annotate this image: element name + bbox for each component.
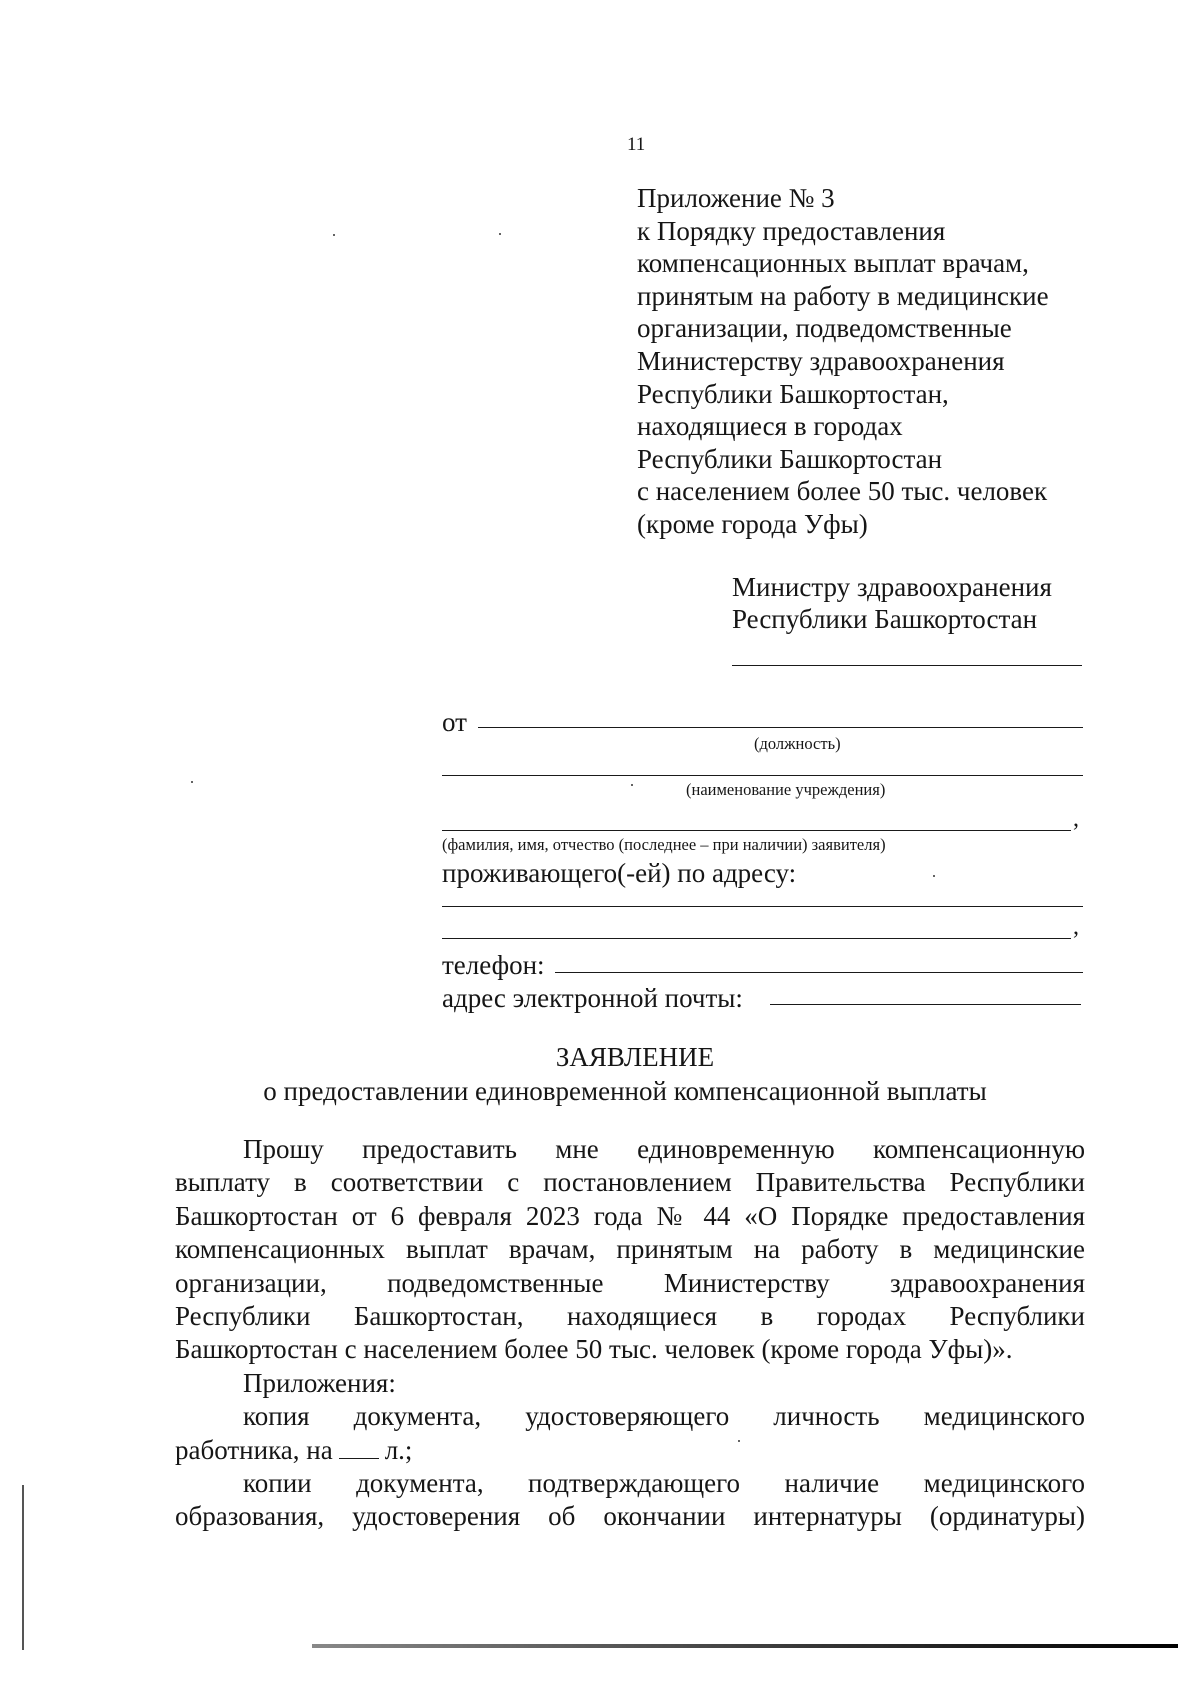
address-blank-2[interactable] <box>442 938 1071 939</box>
request-line: выплату в соответствии с постановлением Правительства Республики <box>175 1167 1085 1198</box>
appendix-line: Республики Башкортостан, <box>637 378 949 409</box>
position-caption: (должность) <box>754 734 841 753</box>
scan-speck <box>499 233 501 235</box>
minister-name-blank[interactable] <box>732 665 1082 666</box>
appendix-line: (кроме города Уфы) <box>637 508 868 539</box>
page-count-blank[interactable] <box>339 1436 379 1459</box>
appendix-line: Приложение № 3 <box>637 183 835 213</box>
scan-speck <box>631 784 633 786</box>
from-label: от <box>442 707 467 737</box>
appendix-line: Республики Башкортостан <box>637 443 943 474</box>
document-subtitle: о предоставлении единовременной компенсационной выплаты <box>263 1076 987 1106</box>
addressee-block <box>732 571 1052 635</box>
email-blank[interactable] <box>770 1004 1081 1005</box>
attachment-2-line-1: копии документа, подтверждающего наличие медицинского <box>243 1467 1085 1498</box>
request-line: Республики Башкортостан, находящиеся в городах Республики <box>175 1300 1085 1331</box>
attachment-1-line-1: копия документа, удостоверяющего личность медицинского <box>243 1401 1085 1432</box>
address-blank-1[interactable] <box>442 906 1083 907</box>
scan-speck <box>333 234 335 236</box>
request-line: Башкортостан с населением более 50 тыс. человек (кроме города Уфы)». <box>175 1334 1013 1365</box>
request-line: компенсационных выплат врачам, принятым на работу в медицинские <box>175 1234 1085 1265</box>
email-label: адрес электронной почты: <box>442 983 743 1013</box>
scan-edge-bottom <box>312 1644 1178 1648</box>
request-line: Прошу предоставить мне единовременную компенсационную <box>243 1134 1085 1164</box>
document-title: ЗАЯВЛЕНИЕ <box>555 1042 715 1072</box>
attachment-1-suffix: л.; <box>384 1434 413 1465</box>
attachment-1-prefix: работника, на <box>175 1434 333 1465</box>
scan-speck <box>738 1440 740 1442</box>
request-line: Башкортостан от 6 февраля 2023 года № 44 «О Порядке предоставления <box>175 1200 1085 1231</box>
attachments-heading: Приложения: <box>243 1367 396 1398</box>
page-number: 11 <box>627 134 646 155</box>
appendix-line: находящиеся в городах <box>637 411 903 442</box>
appendix-line: к Порядку предоставления <box>637 215 946 246</box>
appendix-line: организации, подведомственные <box>637 313 1012 344</box>
phone-blank[interactable] <box>555 972 1083 973</box>
applicant-name-blank[interactable] <box>442 830 1071 831</box>
name-comma: , <box>1073 806 1079 832</box>
position-blank[interactable] <box>478 727 1083 728</box>
institution-caption: (наименование учреждения) <box>686 780 886 799</box>
institution-blank[interactable] <box>442 775 1083 776</box>
request-paragraph <box>175 1133 1085 1534</box>
address-comma: , <box>1073 914 1079 940</box>
residing-label: проживающего(-ей) по адресу: <box>442 858 797 888</box>
scan-speck <box>933 875 935 877</box>
appendix-line: с населением более 50 тыс. человек <box>637 476 1048 507</box>
appendix-reference <box>637 182 1097 541</box>
addressee-line-2: Республики Башкортостан <box>732 604 1038 634</box>
applicant-name-caption: (фамилия, имя, отчество (последнее – при наличии) заявителя) <box>442 835 886 854</box>
appendix-line: принятым на работу в медицинские <box>637 280 1049 311</box>
scan-edge-left <box>22 1485 24 1650</box>
addressee-line-1: Министру здравоохранения <box>732 572 1052 602</box>
appendix-line: Министерству здравоохранения <box>637 345 1005 376</box>
scan-speck <box>191 781 193 783</box>
appendix-line: компенсационных выплат врачам, <box>637 248 1029 279</box>
attachment-2-line-2: образования, удостоверения об окончании интернатуры (ординатуры) <box>175 1501 1085 1532</box>
phone-label: телефон: <box>442 950 545 980</box>
attachment-1-line-2 <box>175 1434 1085 1467</box>
request-line: организации, подведомственные Министерству здравоохранения <box>175 1267 1085 1298</box>
